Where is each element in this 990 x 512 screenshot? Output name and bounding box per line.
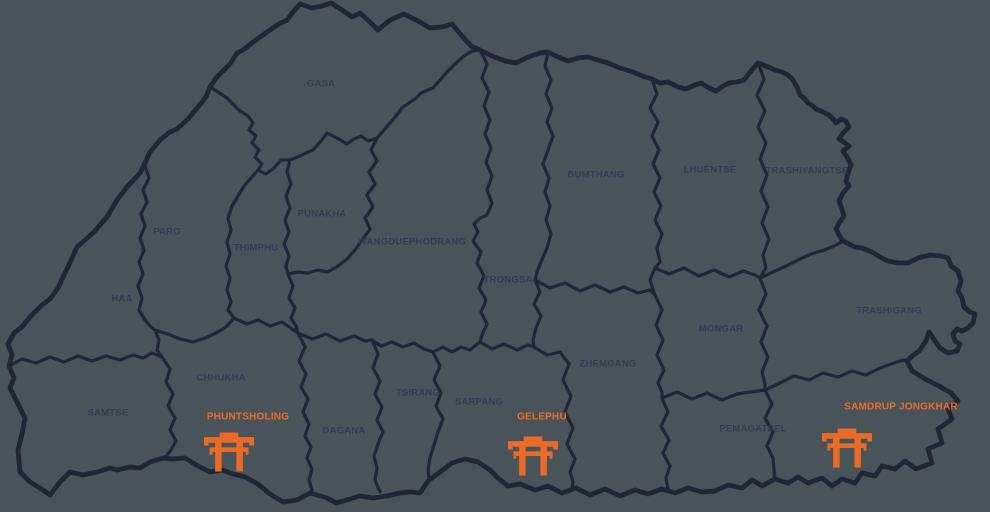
district-label-mongar: MONGAR [698, 323, 744, 335]
district-label-paro: PARO [153, 226, 181, 238]
district-label-lhuentse: LHUENTSE [683, 164, 737, 176]
district-label-gasa: GASA [306, 78, 336, 90]
gateway-label-gelephu: GELEPHU [517, 411, 567, 423]
district-label-thimphu: THIMPHU [233, 242, 279, 254]
district-label-trashigang: TRASHIGANG [856, 305, 922, 317]
district-label-chhukha: CHHUKHA [196, 372, 246, 384]
district-label-samtse: SAMTSE [87, 407, 129, 419]
bhutan-gate-icon [822, 429, 872, 468]
district-label-bumthang: BUMTHANG [567, 169, 625, 181]
district-label-punakha: PUNAKHA [297, 208, 347, 220]
district-label-zhemgang: ZHEMGANG [579, 358, 637, 370]
bhutan-gate-icon [508, 437, 558, 476]
district-label-sarpang: SARPANG [454, 396, 504, 408]
gateway-label-phuntsholing: PHUNTSHOLING [206, 411, 290, 423]
district-label-trashiyangtse: TRASHIYANGTSE [765, 165, 849, 177]
district-label-trongsa: TRONGSA [483, 274, 533, 286]
district-label-haa: HAA [111, 293, 133, 305]
district-label-dagana: DAGANA [322, 425, 366, 437]
district-label-pemagatsel: PEMAGATSEL [719, 423, 787, 435]
gateway-label-samdrup-jongkhar: SAMDRUP JONGKHAR [844, 401, 958, 413]
district-label-wangduephodrang: WANGDUEPHODRANG [357, 236, 467, 248]
district-label-tsirang: TSIRANG [395, 387, 441, 399]
bhutan-gate-icon [204, 433, 254, 472]
